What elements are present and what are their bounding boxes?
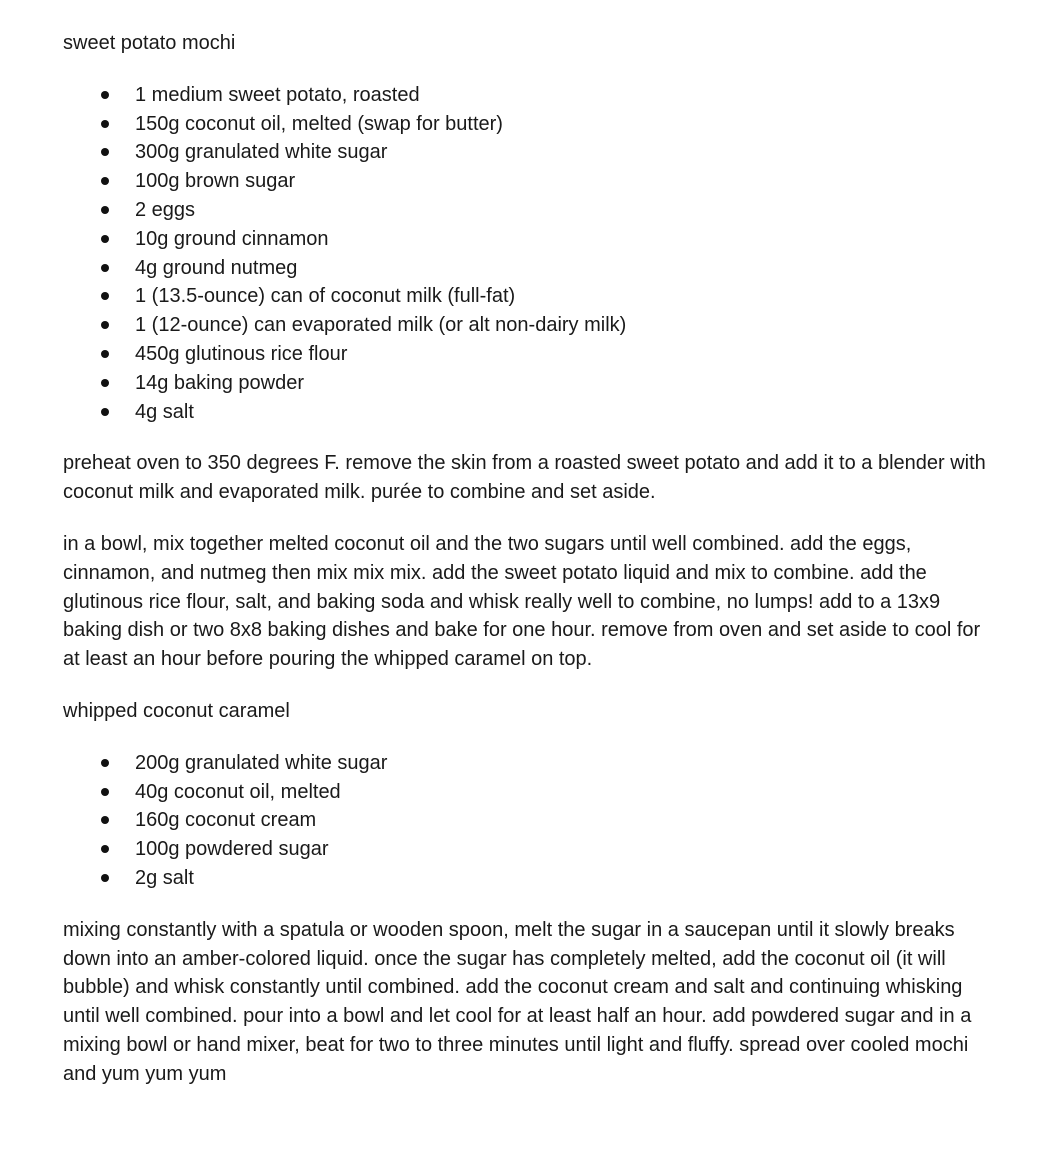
- ingredient-item: 40g coconut oil, melted: [63, 778, 992, 807]
- ingredient-item: 4g salt: [63, 398, 992, 427]
- ingredient-list-mochi: [63, 81, 992, 427]
- instruction-paragraph: mixing constantly with a spatula or wooden spoon, melt the sugar in a saucepan until it slowly breaks down into an amber-colored liquid. once the sugar has completely melted, add the coconut oil (it will bubble) and whisk constantly until combined. add the coconut cream and salt and continuing whisking until well combined. pour into a bowl and let cool for at least half an hour. add powdered sugar and in a mixing bowl or hand mixer, beat for two to three minutes until light and fluffy. spread over cooled mochi and yum yum yum: [63, 918, 972, 1085]
- ingredient-item: 200g granulated white sugar: [63, 749, 992, 778]
- ingredient-item: 2g salt: [63, 864, 992, 893]
- ingredient-item: 1 (12-ounce) can evaporated milk (or alt non-dairy milk): [63, 311, 992, 340]
- ingredient-item: 1 (13.5-ounce) can of coconut milk (full-fat): [63, 282, 992, 311]
- ingredient-item: 10g ground cinnamon: [63, 225, 992, 254]
- ingredient-item: 100g brown sugar: [63, 167, 992, 196]
- ingredient-item: 150g coconut oil, melted (swap for butter): [63, 110, 992, 139]
- ingredient-list-caramel: [63, 749, 992, 893]
- ingredient-item: 450g glutinous rice flour: [63, 340, 992, 369]
- ingredient-item: 4g ground nutmeg: [63, 254, 992, 283]
- ingredient-item: 14g baking powder: [63, 369, 992, 398]
- ingredient-item: 160g coconut cream: [63, 806, 992, 835]
- ingredient-item: 100g powdered sugar: [63, 835, 992, 864]
- recipe-title-whipped-coconut-caramel: whipped coconut caramel: [63, 699, 290, 722]
- instruction-paragraph: preheat oven to 350 degrees F. remove the skin from a roasted sweet potato and add it to a blender with coconut milk and evaporated milk. purée to combine and set aside.: [63, 452, 986, 504]
- ingredient-item: 300g granulated white sugar: [63, 138, 992, 167]
- ingredient-item: 1 medium sweet potato, roasted: [63, 81, 992, 110]
- instruction-paragraph: in a bowl, mix together melted coconut oil and the two sugars until well combined. add the eggs, cinnamon, and nutmeg then mix mix mix. add the sweet potato liquid and mix to combine. add the glutinous rice flour, salt, and baking soda and whisk really well to combine, no lumps! add to a 13x9 baking dish or two 8x8 baking dishes and bake for one hour. remove from oven and set aside to cool for at least an hour before pouring the whipped caramel on top.: [63, 532, 981, 671]
- recipe-title-sweet-potato-mochi: sweet potato mochi: [63, 32, 236, 54]
- ingredient-item: 2 eggs: [63, 196, 992, 225]
